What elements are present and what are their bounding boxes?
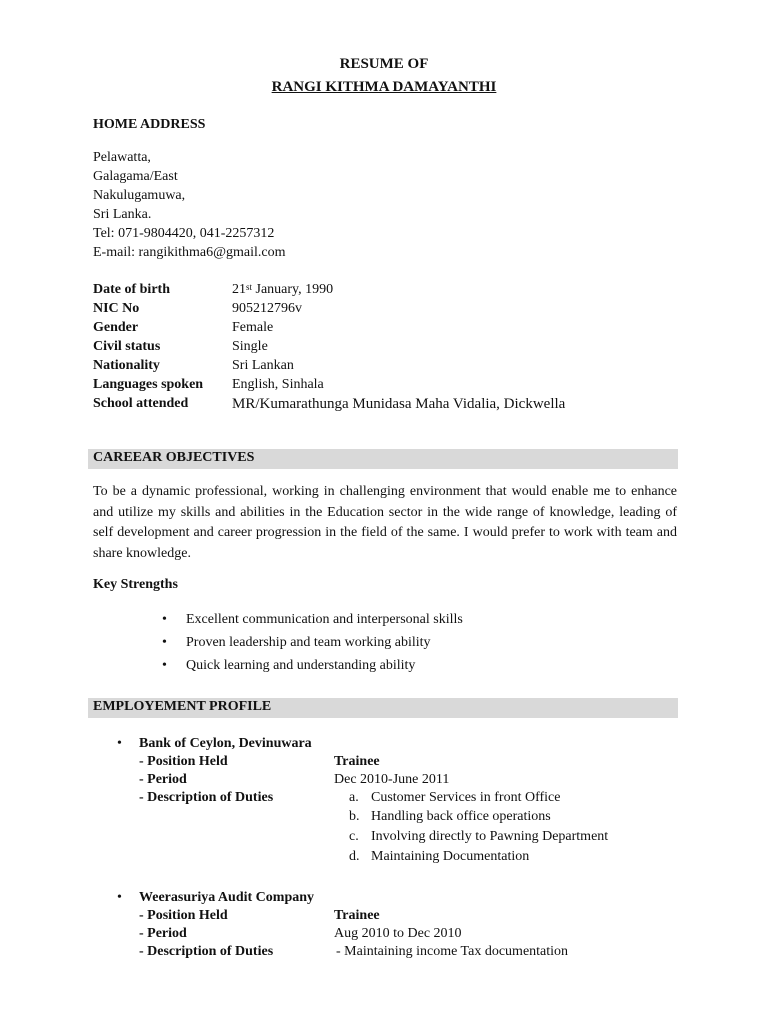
phone-line: Tel: 071-9804420, 041-2257312 xyxy=(93,226,275,241)
objectives-heading: CAREEAR OBJECTIVES xyxy=(93,450,255,465)
languages-label: Languages spoken xyxy=(93,377,204,392)
dob-value xyxy=(232,282,333,298)
school-row xyxy=(93,396,653,415)
strength-text: Quick learning and understanding ability xyxy=(186,658,416,673)
duty-number: d. xyxy=(349,849,360,864)
resume-title: RESUME OF xyxy=(339,56,429,72)
bullet-icon: • xyxy=(117,890,122,905)
position-value: Trainee xyxy=(334,754,380,769)
languages-value: English, Sinhala xyxy=(232,377,324,392)
personal-details xyxy=(93,282,653,415)
address-line: Nakulugamuwa, xyxy=(93,188,186,203)
duties-label: - Description of Duties xyxy=(139,944,274,959)
bullet-icon: • xyxy=(117,736,122,751)
candidate-name: RANGI KITHMA DAMAYANTHI xyxy=(271,79,497,95)
period-value: Dec 2010-June 2011 xyxy=(334,772,450,787)
duty-text: Customer Services in front Office xyxy=(371,790,561,805)
duty-text: - Maintaining income Tax documentation xyxy=(336,944,569,959)
duty-number: b. xyxy=(349,809,360,824)
dob-row xyxy=(93,282,653,301)
company-name: Weerasuriya Audit Company xyxy=(139,890,315,905)
strength-text: Proven leadership and team working ability xyxy=(186,635,431,650)
email-line: E-mail: rangikithma6@gmail.com xyxy=(93,245,286,260)
strength-text: Excellent communication and interpersonal skills xyxy=(186,612,463,627)
address-line: Sri Lanka. xyxy=(93,207,152,222)
school-value: MR/Kumarathunga Munidasa Maha Vidalia, Dickwella xyxy=(232,396,566,412)
nationality-row xyxy=(93,358,653,377)
period-label: - Period xyxy=(139,772,187,787)
nic-row xyxy=(93,301,653,320)
bullet-icon: • xyxy=(162,612,167,627)
duties-label: - Description of Duties xyxy=(139,790,274,805)
duty-number: a. xyxy=(349,790,359,805)
address-line: Galagama/East xyxy=(93,169,178,184)
dob-month-year: January, 1990 xyxy=(252,282,334,297)
gender-value: Female xyxy=(232,320,274,335)
period-value: Aug 2010 to Dec 2010 xyxy=(334,926,462,941)
address-block xyxy=(93,148,286,262)
civil-status-row xyxy=(93,339,653,358)
period-label: - Period xyxy=(139,926,187,941)
objectives-text: To be a dynamic professional, working in challenging environment that would enable me to enhance and utilize my skills and abilities in the Education sector in the wide range of knowledge, leading of self development and career progression in the field of the same. I would prefer to work with team and share knowledge. xyxy=(93,484,677,561)
bullet-icon: • xyxy=(162,635,167,650)
position-value: Trainee xyxy=(334,908,380,923)
gender-label: Gender xyxy=(93,320,139,335)
school-label: School attended xyxy=(93,396,189,411)
objectives-heading-band xyxy=(88,449,678,469)
civil-status-label: Civil status xyxy=(93,339,161,354)
bullet-icon: • xyxy=(162,658,167,673)
position-label: - Position Held xyxy=(139,754,228,769)
employment-heading: EMPLOYEMENT PROFILE xyxy=(93,699,272,714)
company-name: Bank of Ceylon, Devinuwara xyxy=(139,736,312,751)
nationality-value: Sri Lankan xyxy=(232,358,294,373)
dob-label: Date of birth xyxy=(93,282,170,297)
gender-row xyxy=(93,320,653,339)
address-line: Pelawatta, xyxy=(93,150,151,165)
duty-text: Maintaining Documentation xyxy=(371,849,530,864)
duty-text: Involving directly to Pawning Department xyxy=(371,829,609,844)
nationality-label: Nationality xyxy=(93,358,160,373)
nic-value: 905212796v xyxy=(232,301,302,316)
employment-heading-band xyxy=(88,698,678,718)
dob-day: 21 xyxy=(232,282,246,297)
civil-status-value: Single xyxy=(232,339,268,354)
dob-suffix: st xyxy=(246,282,253,292)
key-strengths-heading: Key Strengths xyxy=(93,577,178,592)
home-address-heading: HOME ADDRESS xyxy=(93,117,206,132)
duty-number: c. xyxy=(349,829,359,844)
nic-label: NIC No xyxy=(93,301,140,316)
languages-row xyxy=(93,377,653,396)
position-label: - Position Held xyxy=(139,908,228,923)
duty-text: Handling back office operations xyxy=(371,809,551,824)
